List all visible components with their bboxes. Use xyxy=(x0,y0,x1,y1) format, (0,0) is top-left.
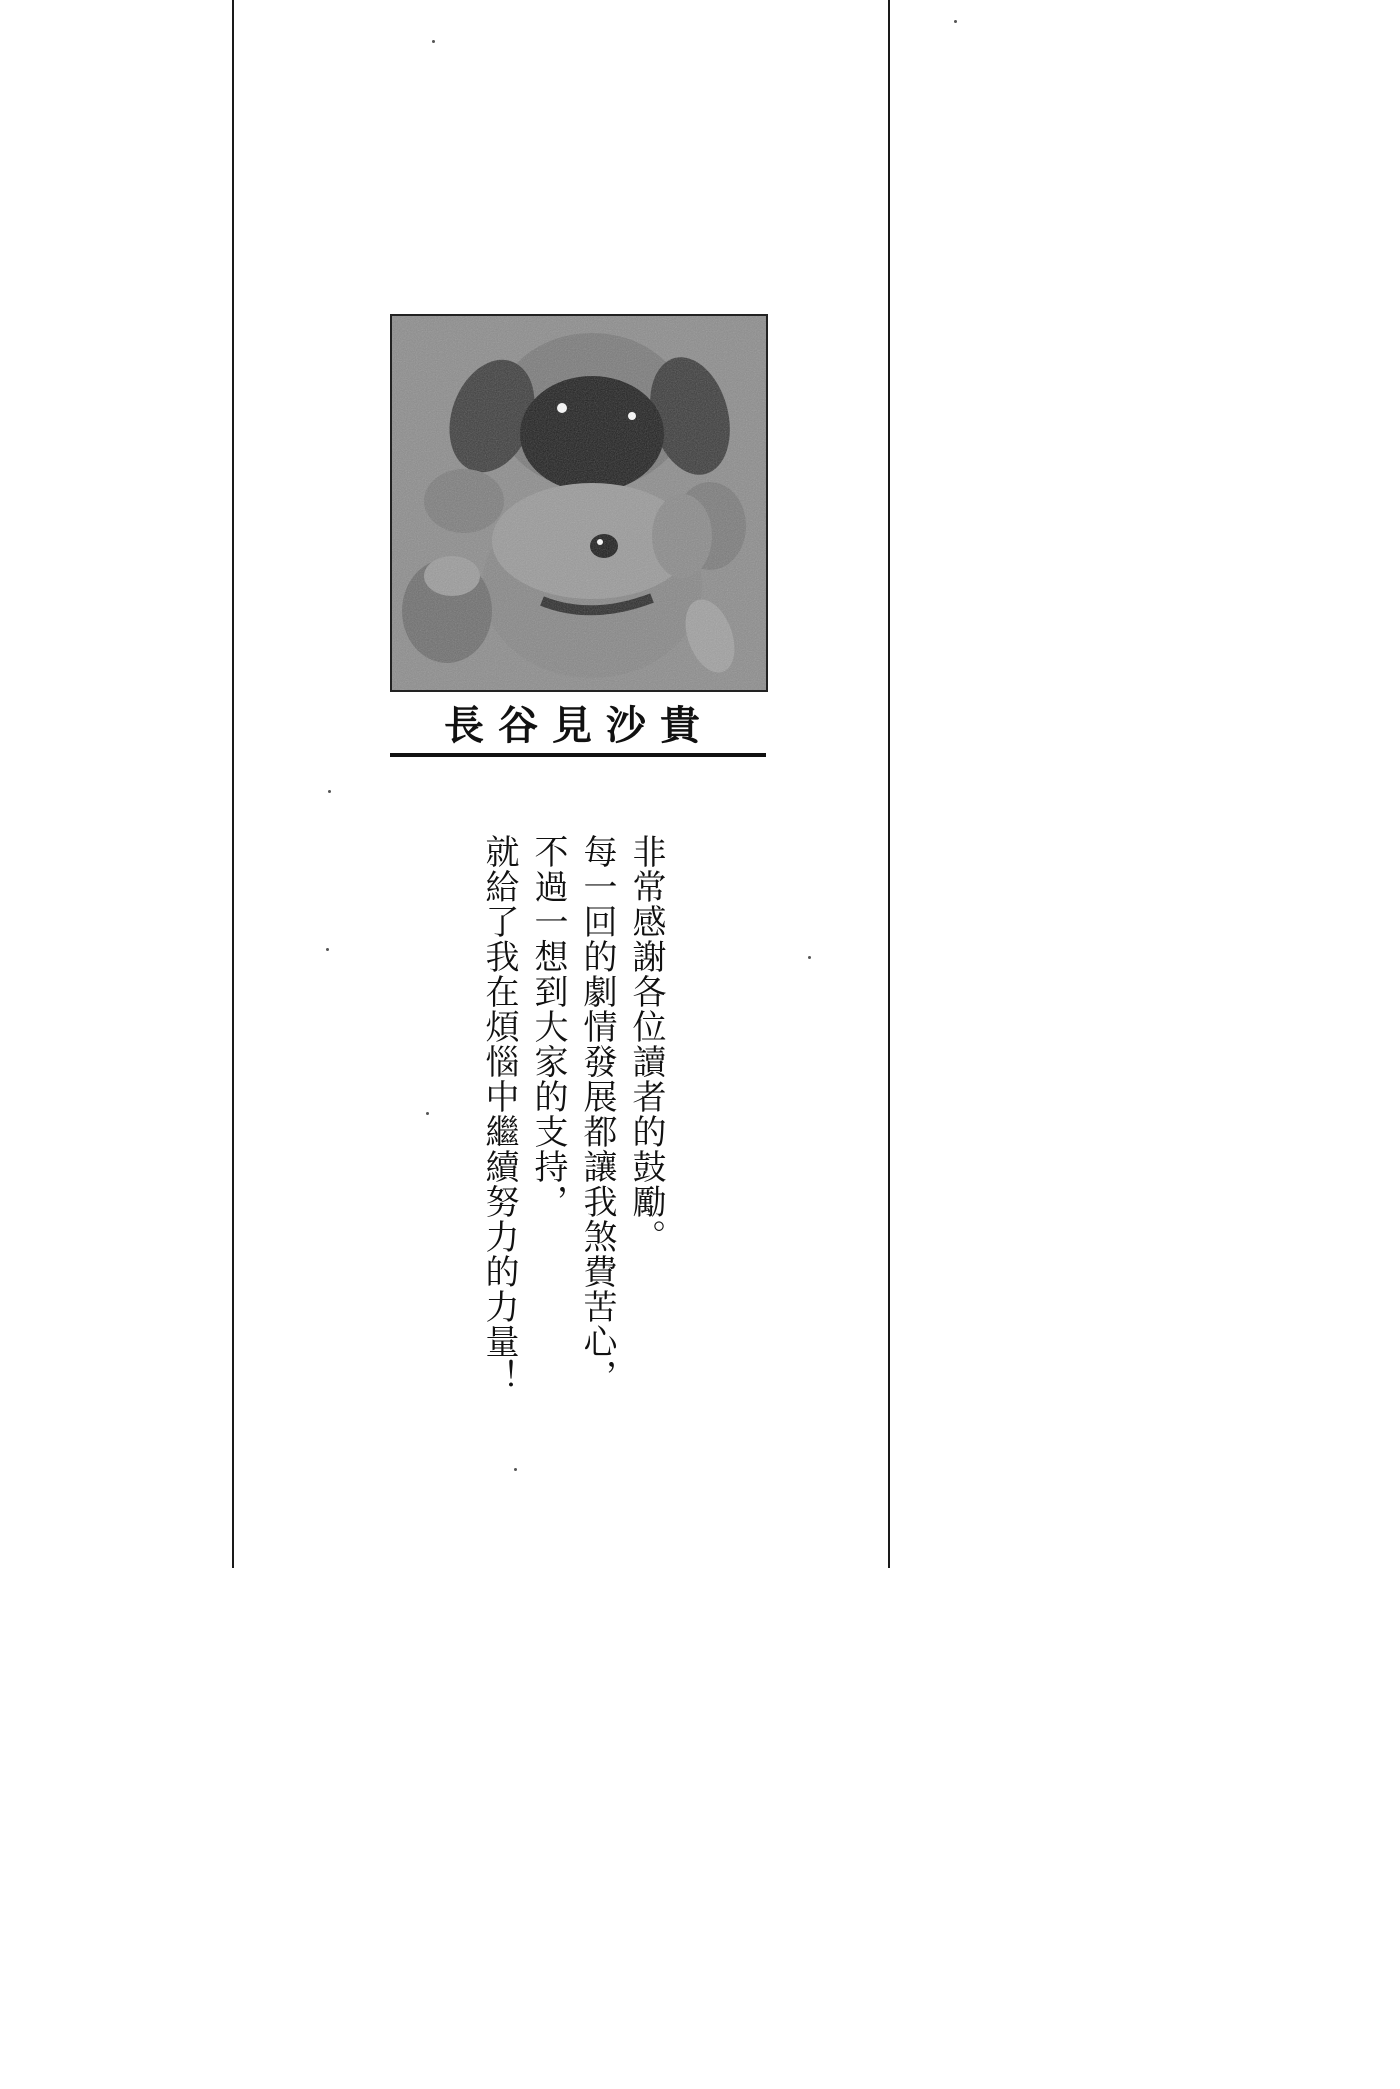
scan-speck xyxy=(328,790,331,793)
author-name-underline xyxy=(390,753,766,757)
scan-speck xyxy=(432,40,435,43)
page-border-right xyxy=(888,0,890,1568)
author-name: 長谷見沙貴 xyxy=(444,703,714,749)
scan-speck xyxy=(808,956,811,959)
author-photo xyxy=(390,314,768,692)
message-line-1: 非常感謝各位讀者的鼓勵。 xyxy=(626,834,666,1254)
scan-speck xyxy=(954,20,957,23)
message-line-2: 每一回的劇情發展都讓我煞費苦心， xyxy=(577,834,617,1394)
scan-speck xyxy=(426,1112,429,1115)
message-line-4: 就給了我在煩惱中繼續努力的力量！ xyxy=(479,834,519,1394)
plush-dog-photo-icon xyxy=(392,316,766,690)
page-border-left xyxy=(232,0,234,1568)
scan-speck xyxy=(514,1468,517,1471)
author-message xyxy=(474,834,670,1394)
scan-speck xyxy=(326,948,329,951)
message-line-3: 不過一想到大家的支持， xyxy=(528,834,568,1219)
